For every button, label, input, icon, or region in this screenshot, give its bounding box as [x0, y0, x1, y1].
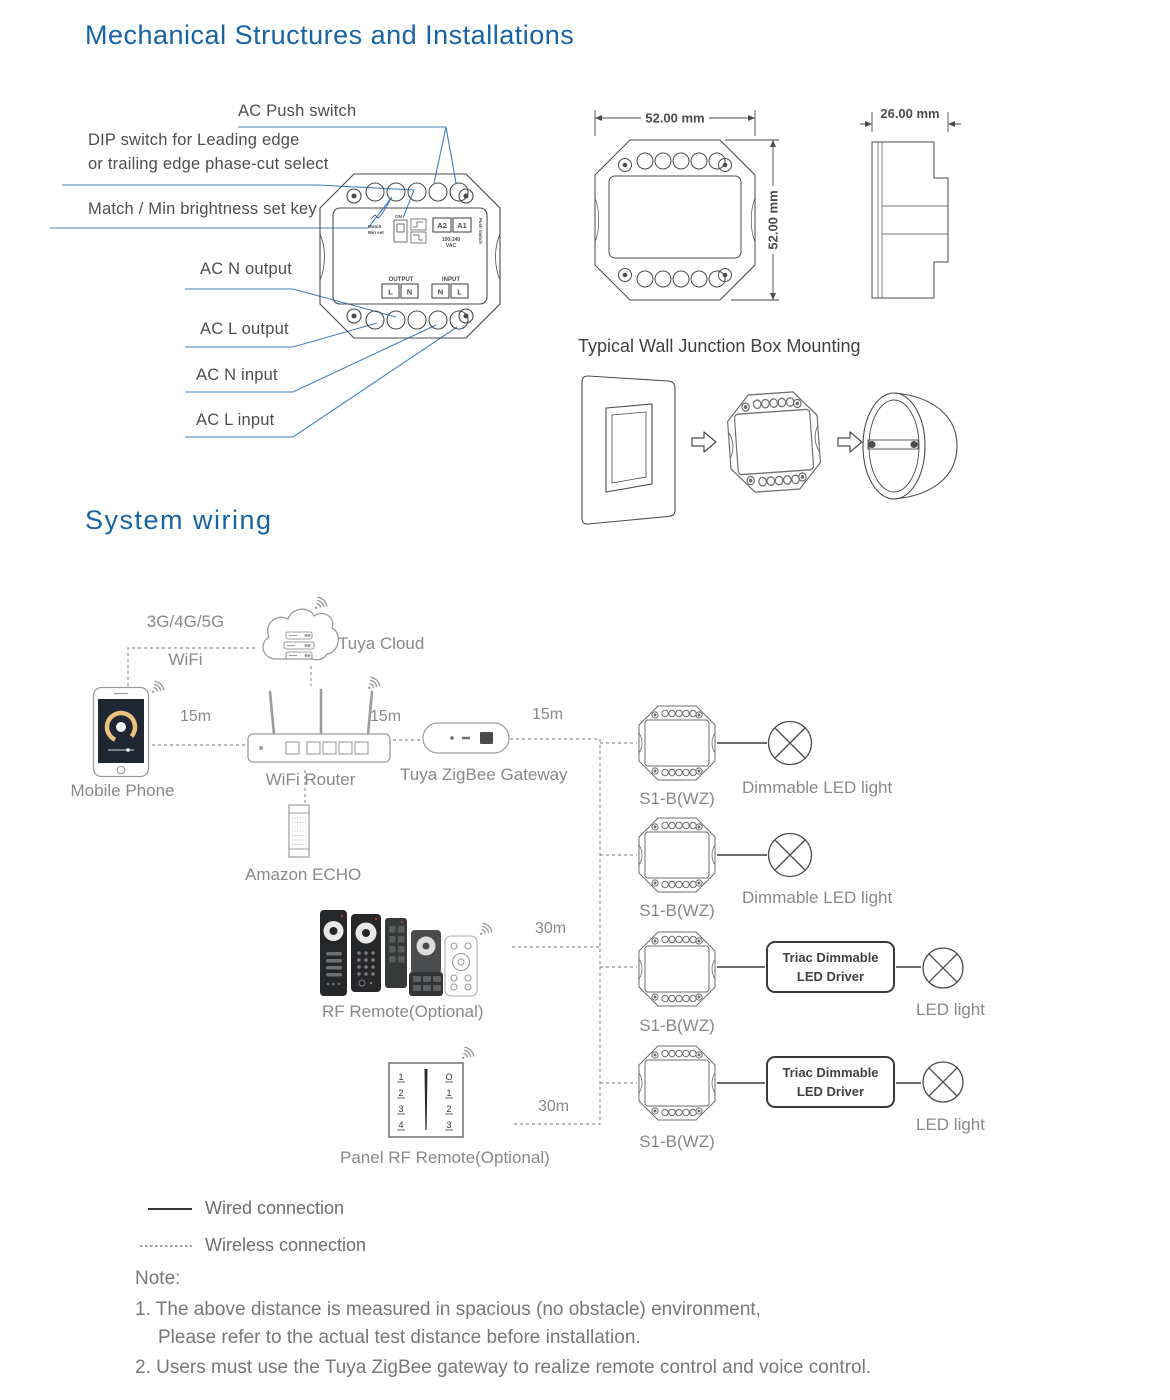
panel-key: 2 — [446, 1104, 452, 1114]
panel-key: 3 — [446, 1120, 452, 1130]
label-ac-push-switch: AC Push switch — [238, 102, 357, 120]
mobile-phone-icon — [92, 686, 152, 780]
output-n-text: N — [406, 287, 413, 297]
distance-label-15m: 15m — [532, 706, 564, 723]
distance-label-15m: 15m — [370, 708, 402, 725]
driver-text-line2: LED Driver — [796, 1084, 865, 1099]
arrow-right-icon — [690, 430, 718, 454]
wifi-signal-icon — [150, 680, 165, 694]
match-text: Match — [368, 224, 382, 229]
dimmer-device-drawing — [318, 172, 502, 340]
panel-key: 1 — [398, 1072, 404, 1082]
label-ac-l-output: AC L output — [200, 320, 289, 338]
wifi-signal-icon — [366, 676, 381, 690]
distance-label-30m: 30m — [535, 920, 567, 937]
rf-remotes-icon — [318, 906, 480, 1000]
mounting-title: Typical Wall Junction Box Mounting — [578, 336, 861, 356]
distance-label-15m: 15m — [180, 708, 212, 725]
label-dip-line2: or trailing edge phase-cut select — [88, 155, 329, 173]
dimmable-led-label: Dimmable LED light — [742, 888, 893, 907]
cloud-label: Tuya Cloud — [338, 634, 425, 653]
driver-text-line1: Triac Dimmable — [782, 1064, 879, 1080]
panel-rf-remote-icon — [388, 1062, 464, 1140]
s1b-unit-label: S1-B(WZ) — [639, 901, 715, 920]
junction-box-drawing — [860, 388, 970, 506]
dimension-front-view — [583, 98, 818, 313]
net-label-line2: WiFi — [168, 650, 203, 669]
led-light-label: LED light — [916, 1115, 985, 1134]
panel-remote-label: Panel RF Remote(Optional) — [340, 1148, 550, 1167]
output-l-text: L — [388, 287, 393, 297]
dip-on-text: ON — [395, 214, 402, 219]
min-set-text: Min set — [368, 230, 384, 235]
depth-dim-text: 26.00 mm — [880, 106, 940, 121]
note-line-2: 2. Users must use the Tuya ZigBee gateway to realize remote control and voice control. — [135, 1357, 872, 1378]
wifi-signal-icon — [460, 1046, 475, 1060]
height-dim-text: 52.00 mm — [765, 190, 781, 250]
mounted-device-drawing — [725, 389, 824, 495]
amazon-echo-icon — [288, 804, 310, 858]
section-title-wiring: System wiring — [85, 505, 273, 535]
driver-text-line2: LED Driver — [796, 969, 865, 984]
vac-text-2: VAC — [445, 243, 457, 249]
a2-terminal-text: A2 — [437, 221, 447, 230]
gateway-label: Tuya ZigBee Gateway — [400, 765, 568, 784]
s1b-unit-label: S1-B(WZ) — [639, 789, 715, 808]
s1b-unit-label: S1-B(WZ) — [639, 1016, 715, 1035]
s1b-unit-icon — [638, 705, 716, 781]
wifi-signal-icon — [478, 922, 493, 936]
tuya-cloud-icon — [256, 602, 340, 672]
input-n-text: N — [437, 287, 444, 297]
label-dip-line1: DIP switch for Leading edge — [88, 131, 300, 149]
match-key-icon — [371, 214, 382, 219]
wifi-signal-icon — [313, 596, 328, 610]
section-title-mechanical: Mechanical Structures and Installations — [85, 20, 575, 50]
legend-wired-label: Wired connection — [205, 1198, 345, 1218]
rf-remote-label: RF Remote(Optional) — [322, 1002, 484, 1021]
dimension-side-view — [858, 98, 970, 313]
led-light-label: LED light — [916, 1000, 985, 1019]
distance-label-30m: 30m — [538, 1098, 570, 1115]
s1b-unit-icon — [638, 931, 716, 1007]
note-title: Note: — [135, 1268, 181, 1289]
label-match-key: Match / Min brightness set key — [88, 200, 317, 218]
output-text: OUTPUT — [388, 277, 414, 283]
dimmable-led-label: Dimmable LED light — [742, 778, 893, 797]
note-line-1b: Please refer to the actual test distance before installation. — [158, 1327, 641, 1348]
phone-label: Mobile Phone — [70, 781, 175, 800]
triac-driver-box — [766, 941, 895, 993]
label-ac-n-input: AC N input — [196, 366, 278, 384]
a1-terminal-text: A1 — [457, 221, 467, 230]
panel-key: 3 — [398, 1104, 404, 1114]
s1b-unit-icon — [638, 1045, 716, 1121]
width-dim-text: 52.00 mm — [645, 110, 705, 126]
panel-key: 4 — [398, 1120, 404, 1130]
triac-driver-box — [766, 1056, 895, 1108]
note-line-1: 1. The above distance is measured in spacious (no obstacle) environment, — [135, 1299, 761, 1320]
vac-text-1: 100-240 — [441, 237, 461, 243]
panel-key: O — [445, 1072, 453, 1082]
wall-plate-drawing — [578, 372, 683, 530]
net-label-line1: 3G/4G/5G — [146, 612, 225, 631]
zigbee-gateway-icon — [422, 722, 510, 754]
legend-wireless-label: Wireless connection — [205, 1235, 367, 1255]
panel-key: 2 — [398, 1088, 404, 1098]
push-switch-text: Push Switch — [478, 218, 483, 245]
driver-text-line1: Triac Dimmable — [782, 949, 879, 965]
input-text: INPUT — [442, 277, 460, 283]
label-ac-n-output: AC N output — [200, 260, 293, 278]
input-l-text: L — [457, 287, 462, 297]
s1b-unit-icon — [638, 817, 716, 893]
label-ac-l-input: AC L input — [196, 411, 275, 429]
panel-key: 1 — [446, 1088, 452, 1098]
s1b-unit-label: S1-B(WZ) — [639, 1132, 715, 1151]
waveform-icons — [411, 219, 426, 243]
dip-switch-icon — [394, 220, 407, 242]
echo-label: Amazon ECHO — [245, 865, 362, 884]
router-label: WiFi Router — [265, 770, 356, 789]
